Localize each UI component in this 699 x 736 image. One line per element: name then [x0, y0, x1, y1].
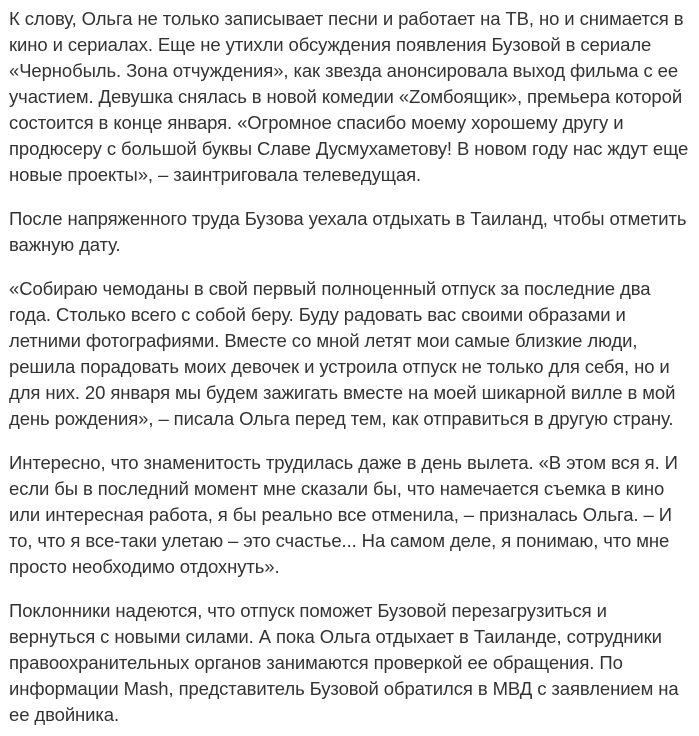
article-paragraph: К слову, Ольга не только записывает песни и работает на ТВ, но и снимается в кино и сериалах. Еще не утихли обсуждения появления Бузовой в сериале «Чернобыль. Зона отчуждения», как звезда анонсировала выход фильма с ее участием. Девушка снялась в новой комедии «Zомбоящик», премьера которой состоится в конце января. «Огромное спасибо моему хорошему другу и продюсеру с большой буквы Славе Дусмухаметову! В новом году нас ждут еще новые проекты», – заинтриговала телеведущая.	[9, 8, 689, 185]
article-paragraph: Интересно, что знаменитость трудилась даже в день вылета. «В этом вся я. И если бы в последний момент мне сказали бы, что намечается съемка в кино или интересная работа, я бы реально все отменила, – призналась Ольга. – И то, что я все-таки улетаю – это счастье... На самом деле, я понимаю, что мне просто необходимо отдохнуть».	[9, 452, 678, 577]
article-paragraph: Поклонники надеются, что отпуск поможет Бузовой перезагрузиться и вернуться с новыми силами. А пока Ольга отдыхает в Таиланде, сотрудники правоохранительных органов занимаются проверкой ее обращения. По информации Mash, представитель Бузовой обратился в МВД с заявлением на ее двойника.	[9, 600, 679, 725]
article-paragraph: «Собираю чемоданы в свой первый полноценный отпуск за последние два года. Столько всего с собой беру. Буду радовать вас своими образами и летними фотографиями. Вместе со мной летят мои самые близкие люди, решила порадовать моих девочек и устроила отпуск не только для себя, но и для них. 20 января мы будем зажигать вместе на моей шикарной вилле в мой день рождения», – писала Ольга перед тем, как отправиться в другую страну.	[9, 278, 676, 429]
article-paragraph: После напряженного труда Бузова уехала отдыхать в Таиланд, чтобы отметить важную дату.	[9, 208, 687, 255]
